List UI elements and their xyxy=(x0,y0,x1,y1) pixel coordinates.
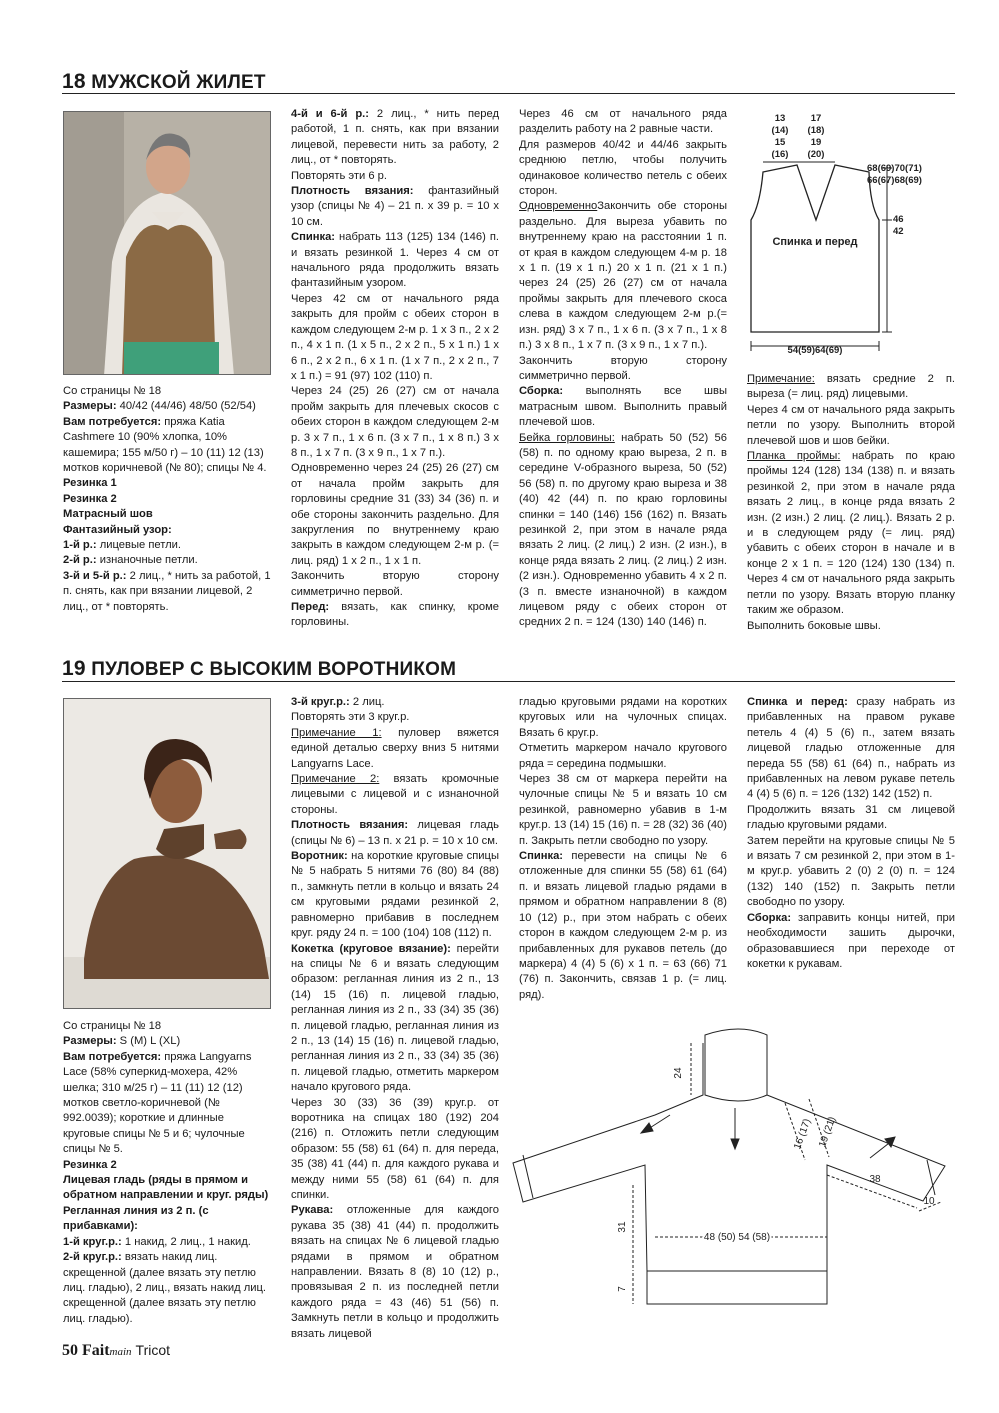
paragraph-underlined: Бейка горловины: xyxy=(519,431,615,444)
section-19-rule xyxy=(62,681,955,682)
paragraph xyxy=(747,803,955,834)
paragraph xyxy=(63,476,271,491)
paragraph xyxy=(291,849,499,941)
pullover-photo-image xyxy=(64,699,271,1009)
paragraph-heading: Плотность вязания: xyxy=(291,819,409,832)
paragraph-text: заправить концы нитей, при необходимости зашить дырочки, образовавшиеся при переходе от кокетки к рукавам. xyxy=(747,911,955,970)
paragraph xyxy=(519,199,727,353)
paragraph xyxy=(291,461,499,569)
paragraph xyxy=(63,1050,271,1158)
paragraph xyxy=(747,911,955,973)
paragraph xyxy=(291,710,499,725)
paragraph-text: выполнять все швы матрасным швом. Выполнить правый плечевой шов. xyxy=(519,385,727,429)
s18-column-3 xyxy=(519,107,727,631)
paragraph xyxy=(291,695,499,710)
paragraph-underlined: Примечание 1: xyxy=(291,726,382,739)
paragraph-text: через 24 (25) 26 (27) см от начала проймы закрыть для плечевого скоса слева в каждом следующем 2-м р.(= изн. ряд) 3 х 7 п., 1 х 6 п. (3 х 7 п., 1 х 8 п.) 3 х 8 п., 1 х 7 п. (3 х 9 п., 1 х 7 п.). xyxy=(519,277,727,352)
paragraph xyxy=(63,1235,271,1250)
yoke-dim-2: 19 (21) xyxy=(817,1115,839,1149)
paragraph-heading: Сборка: xyxy=(519,385,564,398)
paragraph-heading: 1-й круг.р.: xyxy=(63,1235,122,1248)
paragraph-heading: 3-й круг.р.: xyxy=(291,696,350,708)
paragraph-heading: 4-й и 6-й р.: xyxy=(291,108,369,120)
paragraph-text: 1 накид, 2 лиц., 1 накид. xyxy=(121,1235,251,1248)
paragraph-text: S (M) L (XL) xyxy=(116,1035,181,1048)
s18-column-2 xyxy=(291,107,499,631)
paragraph-heading: Регланная линия из 2 п. (с прибавками): xyxy=(63,1204,209,1233)
paragraph xyxy=(63,1204,271,1235)
paragraph-heading: 3-й и 5-й р.: xyxy=(63,569,127,582)
paragraph xyxy=(63,384,271,399)
paragraph xyxy=(291,184,499,230)
paragraph-text: набрать 113 (125) 134 (146) п. и вязать резинкой 1. Через 4 см от начального ряда продолжить вязать фантазийным узором. xyxy=(291,231,499,290)
height-dim-1: 68(69)70(71) xyxy=(867,163,922,174)
paragraph-heading: Вам потребуется: xyxy=(63,1050,162,1063)
paragraph xyxy=(291,169,499,184)
section-number: 19 xyxy=(62,657,86,680)
section-title-text: МУЖСКОЙ ЖИЛЕТ xyxy=(91,72,266,93)
paragraph xyxy=(291,230,499,292)
paragraph-text: Через 30 (33) 36 (39) круг.р. от воротника на спицах 180 (192) 204 (216) п. Отложить петли следующим образом: 55 (58) 61 (64) п. для переда, 35 (38) 41 (44) п. для каждого рукава и между ними 55 (58) 61 (64) п. для спинки. xyxy=(291,1096,499,1201)
paragraph xyxy=(63,1173,271,1204)
page-number: 50 xyxy=(62,1342,78,1359)
height-dim-3: 46 xyxy=(893,214,904,225)
paragraph xyxy=(519,741,727,772)
paragraph-text: Через 42 см от начального ряда закрыть для пройм с обеих сторон в каждом следующем 2-м р. 1 х 3 п., 2 х 2 п., 4 х 1 п. (1 х 5 п., 2 х 2 п., 5 х 1 п.) 1 х 6 п., 2 х 2 п., 6 х 1 п. (1 х 7 п., 2 х 2 п., 7 х 1 п.) = 91 (97) 102 (110) п. xyxy=(291,292,499,382)
paragraph xyxy=(747,695,955,803)
paragraph-heading: Спинка: xyxy=(291,231,336,244)
s19-column-2 xyxy=(291,695,499,1342)
paragraph-text: Затем перейти на круговые спицы № 5 и вязать 7 см резинкой 2, при этом в 1-м круг.р. убавить 2 (0) 2 (0) п. = 124 (132) 140 (152) п. Закрыть петли свободно по узору. xyxy=(747,834,955,909)
sleeve-length: 38 xyxy=(869,1174,881,1185)
paragraph-text: Для размеров 40/42 и 44/46 закрыть среднюю петлю, чтобы получить одинаковое количество петель с обеих сторон. xyxy=(519,138,727,198)
paragraph-heading: Кокетка (круговое вязание): xyxy=(291,942,451,955)
paragraph-text: пряжа Katia Cashmere 10 (90% хлопка, 10% кашемира; 155 м/50 г) – 10 (11) 12 (13) мотков коричневой (№ 80); спицы № 4. xyxy=(63,415,267,475)
paragraph xyxy=(291,107,499,169)
paragraph-text: отложенные для каждого рукава 35 (38) 41 (44) п. продолжить вязать на спицах № 6 лицевой гладью рядами в прямом и обратном направлении. Вязать 8 (8) 10 (12) р., провязывая 2 п. из последней петли каждого ряда = 43 (46) 51 (56) п. Замкнуть петли в кольцо и продолжить вязать лицевой xyxy=(291,1204,499,1340)
height-dim-2: 66(67)68(69) xyxy=(867,175,922,186)
paragraph-text: фантазийный узор (спицы № 4) – 21 п. х 39 р. = 10 х 10 см. xyxy=(291,185,500,228)
paragraph-underlined: Примечание 2: xyxy=(291,773,380,786)
paragraph-heading: Спинка и перед: xyxy=(747,696,848,708)
s18-column-4 xyxy=(747,372,955,634)
section-18-rule xyxy=(62,93,955,94)
paragraph-text: пряжа Langyarns Lace (58% суперкид-мохера, 42% шелка; 310 м/25 г) – 11 (11) 12 (12) мотков светло-коричневой (№ 992.0039); короткие и длинные круговые спицы № 5 и 6; чулочные спицы № 5. xyxy=(63,1050,252,1156)
paragraph-heading: 2-й р.: xyxy=(63,554,97,567)
paragraph xyxy=(519,695,727,741)
paragraph xyxy=(519,107,727,138)
shoulder-dim-4: (16) xyxy=(771,149,789,160)
paragraph xyxy=(519,772,727,849)
paragraph xyxy=(291,1203,499,1342)
paragraph xyxy=(747,449,955,618)
paragraph xyxy=(63,1158,271,1173)
paragraph-text: Повторять эти 6 р. xyxy=(291,169,387,182)
paragraph-text: Отметить маркером начало кругового ряда = середина подмышки. xyxy=(519,742,727,770)
pullover-photo xyxy=(63,698,271,1009)
paragraph-text: Выполнить боковые швы. xyxy=(747,619,881,632)
paragraph-underlined: Планка проймы: xyxy=(747,450,841,463)
s19-column-4 xyxy=(747,695,955,972)
paragraph-text: пуловер вяжется единой деталью сверху вниз 5 нитями Langyarns Lace. xyxy=(291,726,499,770)
paragraph-heading: Резинка 1 xyxy=(63,477,117,490)
paragraph-text: 2 лиц., * нить за работой, 1 п. снять, как при вязании лицевой, 2 лиц., от * повторять. xyxy=(63,569,271,613)
paragraph xyxy=(63,523,271,538)
paragraph-text: лицевая гладь (спицы № 6) – 13 п. х 21 р. = 10 х 10 см. xyxy=(291,819,499,847)
paragraph-text: Через 24 (25) 26 (27) см от начала пройм закрыть для плечевых скосов с обеих сторон в каждом следующем 2-м р. 3 х 7 п., 1 х 6 п. (3 х 7 п., 1 х 8 п.) 3 х 8 п., 1 х 7 п. (3 х 9 п., 1 х 7 п.). xyxy=(291,385,499,459)
neck-dim-4: (20) xyxy=(807,149,825,160)
paragraph xyxy=(63,569,271,615)
paragraph xyxy=(519,138,727,200)
vest-photo xyxy=(63,111,271,375)
paragraph-text: Одновременно через 24 (25) 26 (27) см от начала пройм закрыть для горловины средние 31 (33) 34 (36) п. и обе стороны закончить раздельно. Для закругления по внутреннему краю закрыть в каждом следующем 2-м р. (= лиц. ряд) 1 х 2 п., 1 х 1 п. xyxy=(291,462,499,567)
paragraph xyxy=(291,569,499,600)
paragraph xyxy=(63,415,271,477)
paragraph-heading: Рукава: xyxy=(291,1204,334,1217)
paragraph-heading: Матрасный шов xyxy=(63,508,153,521)
paragraph xyxy=(747,403,955,449)
section-19-title xyxy=(62,657,456,681)
paragraph xyxy=(519,354,727,385)
paragraph-heading: Резинка 2 xyxy=(63,1158,117,1171)
magazine-name-1: Fait xyxy=(82,1342,110,1359)
paragraph xyxy=(63,492,271,507)
paragraph-heading: Размеры: xyxy=(63,400,117,413)
paragraph-text: изнаночные петли. xyxy=(96,554,198,567)
paragraph-text: сразу набрать из прибавленных на правом рукаве петель 4 (4) 5 (6) п., затем вязать лицевой гладью отложенные для переда 55 (58) 61 (64) п., набрать из прибавленных на левом рукаве петель 4 (4) 5 (6) п. = 126 (132) 142 (152) п. xyxy=(747,696,956,801)
paragraph xyxy=(63,1019,271,1034)
schematic-label: Спинка и перед xyxy=(772,236,858,248)
body-length: 31 xyxy=(617,1221,628,1233)
section-number: 18 xyxy=(62,70,86,93)
paragraph xyxy=(747,372,955,403)
paragraph-text: набрать 50 (52) 56 (58) п. по одному краю выреза, 2 п. в середине V-образного выреза, 50 (52) 56 (58) п. по другому краю выреза и 38 (40) 42 (44) п. по краю горловины спинки = 140 (146) 156 (162) п. Вязать резинкой 2, при этом в начале ряда вязать 2 лиц. (2 лиц.) 2 изн. (2 изн.), в конце ряда вязать 2 лиц. (2 лиц.) 2 изн. (2 изн.). Одновременно убавить 4 х 2 п. (3 п. вместе изнаночной) в каждом лицевом ряду с обеих сторон от средних 2 п. = 124 (130) 140 (146) п. xyxy=(519,431,727,629)
paragraph-heading: Лицевая гладь (ряды в прямом и обратном направлении и круг. ряды) xyxy=(63,1174,269,1202)
shoulder-dim-3: 15 xyxy=(774,137,786,148)
paragraph xyxy=(63,553,271,568)
neck-dim-2: (18) xyxy=(807,125,825,136)
paragraph-text: Закончить вторую сторону симметрично первой. xyxy=(519,354,727,382)
paragraph-heading: Размеры: xyxy=(63,1035,117,1048)
paragraph-text: Через 38 см от маркера перейти на чулочные спицы № 5 и вязать 10 см резинкой, равномерно убавив в 1-м круг.р. 13 (14) 15 (16) п. = 28 (32) 36 (40) п. Закрыть петли свободно по узору. xyxy=(519,773,727,847)
paragraph xyxy=(291,726,499,772)
shoulder-dim-2: (14) xyxy=(771,125,789,136)
page-footer xyxy=(62,1342,170,1360)
paragraph xyxy=(747,834,955,911)
neck-dim-1: 17 xyxy=(810,113,822,124)
paragraph-underlined: Одновременно xyxy=(519,200,598,213)
paragraph xyxy=(747,619,955,634)
yoke-dim-1: 16 (17) xyxy=(792,1117,814,1151)
paragraph-text: 2 лиц., * нить перед работой, 1 п. снять, как при вязании лицевой, перевести нить за работу, 2 лиц., от * повторять. xyxy=(291,108,499,167)
magazine-name-3: Tricot xyxy=(135,1342,171,1358)
paragraph-text: Со страницы № 18 xyxy=(63,1020,162,1032)
paragraph-heading: 2-й круг.р.: xyxy=(63,1251,122,1264)
pullover-schematic xyxy=(505,1015,955,1315)
paragraph xyxy=(291,772,499,818)
paragraph xyxy=(291,818,499,849)
section-18-title xyxy=(62,70,266,94)
collar-height: 24 xyxy=(673,1067,684,1079)
paragraph-heading: Вам потребуется: xyxy=(63,415,162,428)
paragraph-heading: Сборка: xyxy=(747,911,792,924)
paragraph-text: вязать накид лиц. скрещенной (далее вязать эту петлю лиц. гладью), 2 лиц., вязать накид лиц. скрещенной (далее вязать эту петлю лиц. гладью). xyxy=(63,1251,267,1325)
paragraph xyxy=(291,384,499,461)
vest-photo-image xyxy=(64,112,271,375)
paragraph xyxy=(291,600,499,631)
paragraph-text: Повторять эти 3 круг.р. xyxy=(291,711,410,724)
paragraph-text: набрать по краю проймы 124 (128) 134 (138) п. и вязать резинкой 2, при этом в начале ряда вязать 2 лиц., в конце ряда вязать 2 изн. (2 изн.) 2 лиц. (2 лиц.). Вязать 2 р. и в следующем ряду (= лиц. ряд) убавить с обеих сторон в начале и в конце 2 х 1 п. = 120 (124) 130 (134) п. Через 4 см от начального ряда закрыть петли по узору. Вязать вторую планку таким же образом. xyxy=(747,450,955,617)
section-title-text: ПУЛОВЕР С ВЫСОКИМ ВОРОТНИКОМ xyxy=(91,659,457,680)
paragraph-heading: Плотность вязания: xyxy=(291,185,414,198)
paragraph xyxy=(63,507,271,522)
paragraph-text: перейти на спицы № 6 и вязать следующим образом: регланная линия из 2 п., 13 (14) 15 (16) п. лицевой гладью, регланная линия из 2 п., 33 (34) 35 (36) п. лицевой гладью, регланная линия из 2 п., 13 (14) 15 (16) п. лицевой гладью, регланная линия из 2 п., 33 (34) 35 (36) п. лицевой гладью, отметить маркером начало кругового ряда. xyxy=(291,942,499,1094)
width-dim: 54(59)64(69) xyxy=(787,345,843,356)
rib-length: 7 xyxy=(617,1286,628,1292)
paragraph xyxy=(63,399,271,414)
paragraph-text: вязать средние 2 п. выреза (= лиц. ряд) лицевыми. xyxy=(747,373,955,401)
paragraph xyxy=(63,1250,271,1327)
shoulder-dim-1: 13 xyxy=(774,113,786,124)
paragraph-heading: 1-й р.: xyxy=(63,539,97,552)
paragraph-text: Со страницы № 18 xyxy=(63,385,162,397)
paragraph-underlined: Примечание: xyxy=(747,373,815,385)
paragraph xyxy=(291,942,499,1096)
s18-column-1 xyxy=(63,384,271,615)
paragraph xyxy=(519,849,727,1003)
paragraph-heading: Спинка: xyxy=(519,850,564,863)
paragraph-heading: Перед: xyxy=(291,601,330,613)
paragraph-text: лицевые петли. xyxy=(96,539,181,552)
paragraph-heading: Резинка 2 xyxy=(63,492,117,505)
s19-column-1 xyxy=(63,1019,271,1327)
paragraph-heading: Воротник: xyxy=(291,850,348,863)
paragraph-text: Через 46 см от начального ряда разделить работу на 2 равные части. xyxy=(519,108,727,136)
paragraph-text: вязать, как спинку, кроме горловины. xyxy=(291,601,499,629)
vest-schematic xyxy=(745,110,955,360)
body-width: 48 (50) 54 (58) xyxy=(703,1232,771,1243)
paragraph-text: Через 4 см от начального ряда закрыть петли по узору. Выполнить второй плечевой шов и шов бейки. xyxy=(747,403,955,447)
magazine-name-2: main xyxy=(109,1346,132,1358)
paragraph xyxy=(291,292,499,384)
s19-column-3 xyxy=(519,695,727,1003)
paragraph-text: перевести на спицы № 6 отложенные для спинки 55 (58) 61 (64) п. и вязать лицевой гладью рядами в прямом и обратном направлении 8 (8) 10 (12) р., при этом набрать с обеих сторон в каждом следующем 2-м р. из прибавленных для рукавов петель (до маркера) 4 (4) 5 (6) х 1 п. = 63 (66) 71 (76) п. Закончить, связав 1 р. (= лиц. ряд). xyxy=(519,850,727,1001)
paragraph-text: Продолжить вязать 31 см лицевой гладью круговыми рядами. xyxy=(747,803,955,832)
paragraph-text: Закончить обе стороны раздельно. Для выреза убавить по внутреннему краю на расстоянии 1 п. от края в каждом следующем 4-м р. 18 х 1 п. (19 х 1 п.) 20 х 1 п. (21 х 1 п.) xyxy=(519,200,727,275)
paragraph-text: 2 лиц. xyxy=(349,696,385,708)
paragraph-text: 40/42 (44/46) 48/50 (52/54) xyxy=(116,400,256,413)
paragraph-text: Закончить вторую сторону симметрично первой. xyxy=(291,570,499,598)
height-dim-4: 42 xyxy=(893,226,904,237)
paragraph xyxy=(519,384,727,430)
paragraph-text: вязать кромочные лицевыми с лицевой и с изнаночной стороны. xyxy=(291,773,499,816)
neck-dim-3: 19 xyxy=(810,137,822,148)
paragraph-text: на короткие круговые спицы № 5 набрать 5 нитями 76 (80) 84 (88) п., замкнуть петли в кольцо и вязать 24 см круговыми рядами резинкой 2, равномерно прибавив в последнем круг. ряду 24 п. = 100 (104) 108 (112) п. xyxy=(291,850,499,940)
paragraph xyxy=(291,1096,499,1204)
paragraph-text: гладью круговыми рядами на коротких круговых или на чулочных спицах. Вязать 6 круг.р. xyxy=(519,696,727,739)
paragraph xyxy=(519,431,727,631)
paragraph-heading: Фантазийный узор: xyxy=(63,523,172,536)
paragraph xyxy=(63,538,271,553)
cuff-length: 10 xyxy=(923,1196,935,1207)
paragraph xyxy=(63,1034,271,1049)
